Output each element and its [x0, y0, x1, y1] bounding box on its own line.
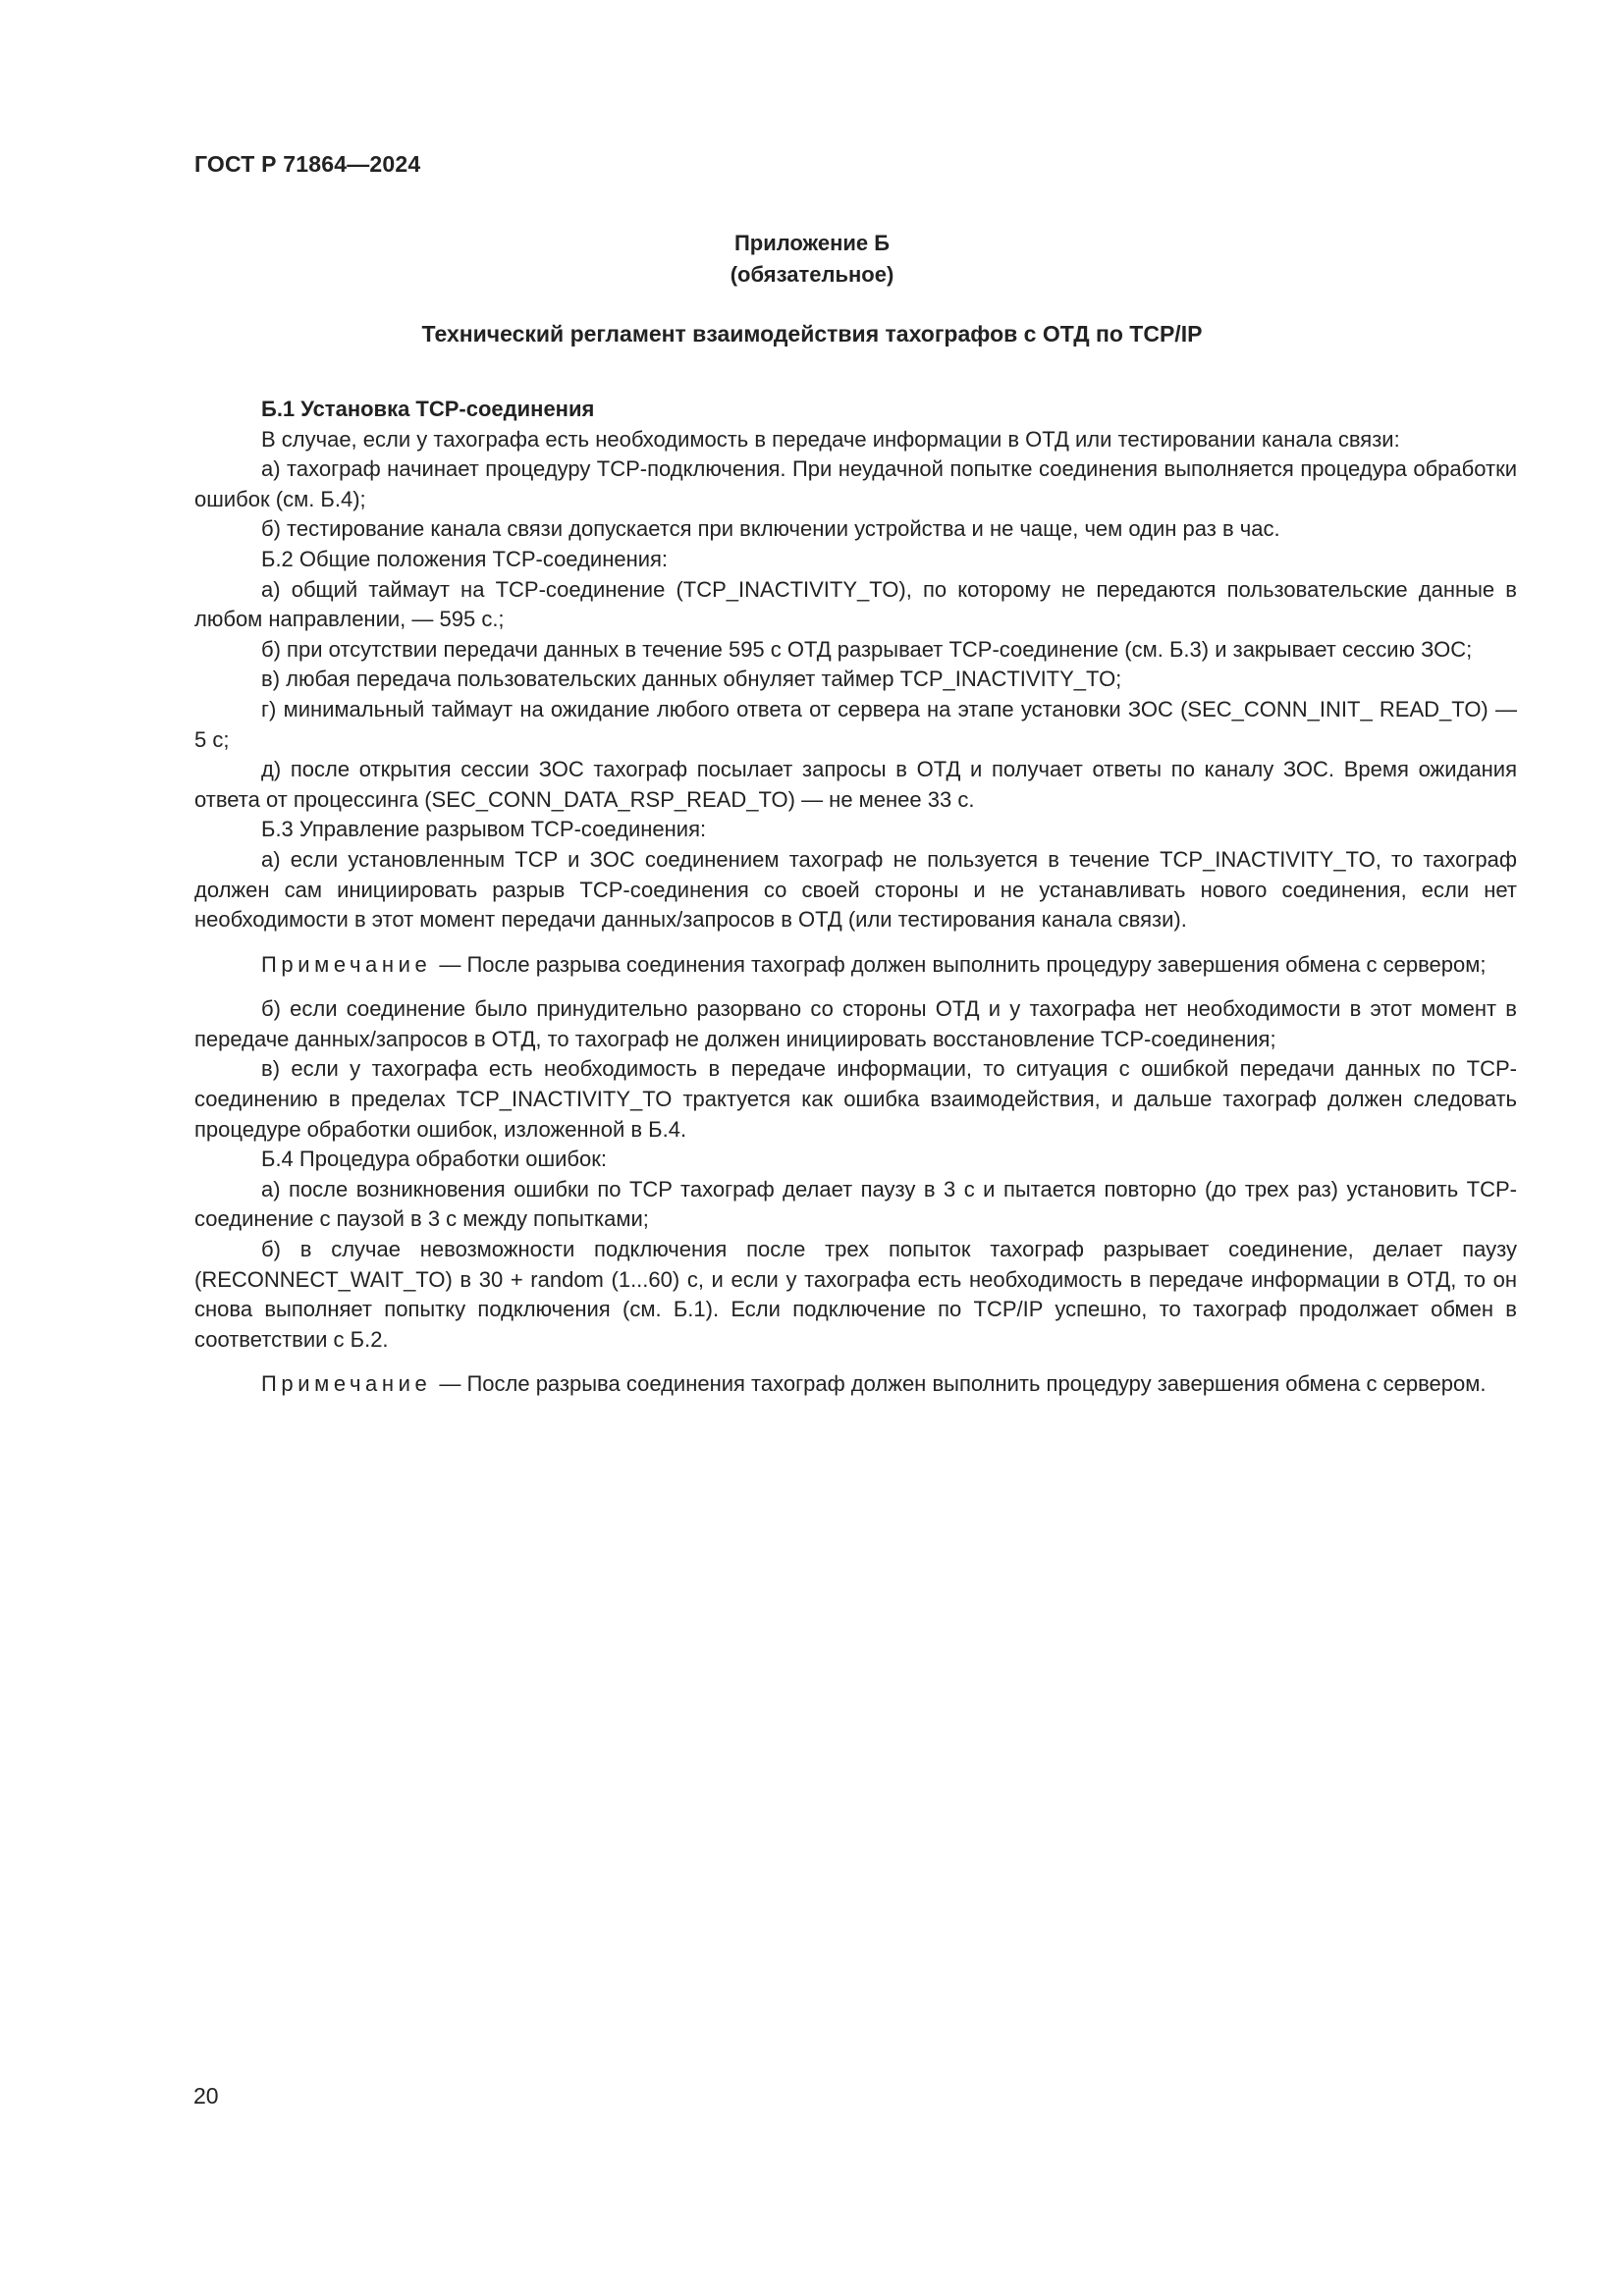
note: [194, 950, 1517, 981]
list-item: г) минимальный таймаут на ожидание любого ответа от сервера на этапе установки ЗОС (SEC_CONN_INIT_ READ_TO) — 5 с;: [194, 696, 1517, 752]
list-item: в) любая передача пользовательских данных обнуляет таймер TCP_INACTIVITY_TO;: [261, 667, 1122, 692]
note-text: — После разрыва соединения тахограф должен выполнить процедуру завершения обмена с сервером.: [439, 1371, 1487, 1397]
list-item: д) после открытия сессии ЗОС тахограф посылает запросы в ОТД и получает ответы по каналу ЗОС. Время ожидания ответа от процессинга (SEC_CONN_DATA_RSP_READ_TO) — не менее 33 с.: [194, 757, 1517, 812]
section-b2-heading: Б.2 Общие положения TCP-соединения:: [261, 546, 669, 571]
note: [194, 1369, 1517, 1400]
document-body: [194, 395, 1517, 1415]
list-item: а) тахограф начинает процедуру TCP-подключения. При неудачной попытке соединения выполняется процедура обработки ошибок (см. Б.4);: [194, 456, 1517, 511]
annex-status: (обязательное): [730, 262, 894, 287]
list-item: а) после возникновения ошибки по TCP тахограф делает паузу в 3 с и пытается повторно (до трех раз) установить TCP-соединение с паузой в 3 с между попытками;: [194, 1176, 1517, 1232]
list-item: б) в случае невозможности подключения после трех попыток тахограф разрывает соединение, делает паузу (RECONNECT_WAIT_TO) в 30 + random (1...60) с, и если у тахографа есть необходимость в передаче информации в ОТД, то он снова выполняет попытку подключения (см. Б.1). Если подключение по TCP/IP успешно, то тахограф продолжает обмен в соответствии с Б.2.: [194, 1237, 1517, 1352]
note-label: Примечание: [261, 1371, 432, 1397]
list-item: а) если установленным TCP и ЗОС соединением тахограф не пользуется в течение TCP_INACTIVITY_TO, то тахограф должен сам инициировать разрыв TCP-соединения со своей стороны и не устанавливать нового соединения, если нет необходимости в этот момент передачи данных/запросов в ОТД (или тестирования канала связи).: [194, 846, 1517, 933]
section-b1-heading: Б.1 Установка TCP-соединения: [261, 397, 595, 421]
list-item: б) если соединение было принудительно разорвано со стороны ОТД и у тахографа нет необходимости в этот момент в передаче данных/запросов в ОТД, то тахограф не должен инициировать восстановление TCP-соединения;: [194, 996, 1517, 1051]
paragraph: В случае, если у тахографа есть необходимость в передаче информации в ОТД или тестировании канала связи:: [261, 426, 1400, 452]
list-item: б) тестирование канала связи допускается при включении устройства и не чаще, чем один раз в час.: [261, 516, 1280, 542]
annex-heading: Технический регламент взаимодействия тахографов с ОТД по TCP/IP: [421, 321, 1203, 347]
section-b4-heading: Б.4 Процедура обработки ошибок:: [261, 1147, 607, 1172]
note-text: — После разрыва соединения тахограф должен выполнить процедуру завершения обмена с сервером;: [439, 951, 1487, 977]
annex-title: Приложение Б: [733, 231, 891, 255]
document-code: ГОСТ Р 71864—2024: [194, 151, 421, 177]
page-number: 20: [193, 2083, 219, 2109]
section-b3-heading: Б.3 Управление разрывом TCP-соединения:: [261, 817, 707, 842]
annex-title-block: [0, 228, 1624, 291]
list-item: в) если у тахографа есть необходимость в передаче информации, то ситуация с ошибкой передачи данных по TCP-соединению в пределах TCP_INACTIVITY_TO трактуется как ошибка взаимодействия, и дальше тахограф должен следовать процедуре обработки ошибок, изложенной в Б.4.: [194, 1056, 1517, 1142]
note-label: Примечание: [261, 951, 432, 977]
list-item: а) общий таймаут на TCP-соединение (TCP_INACTIVITY_TO), по которому не передаются пользовательские данные в любом направлении, — 595 с.;: [194, 576, 1517, 632]
list-item: б) при отсутствии передачи данных в течение 595 с ОТД разрывает TCP-соединение (см. Б.3) и закрывает сессию ЗОС;: [261, 636, 1473, 662]
